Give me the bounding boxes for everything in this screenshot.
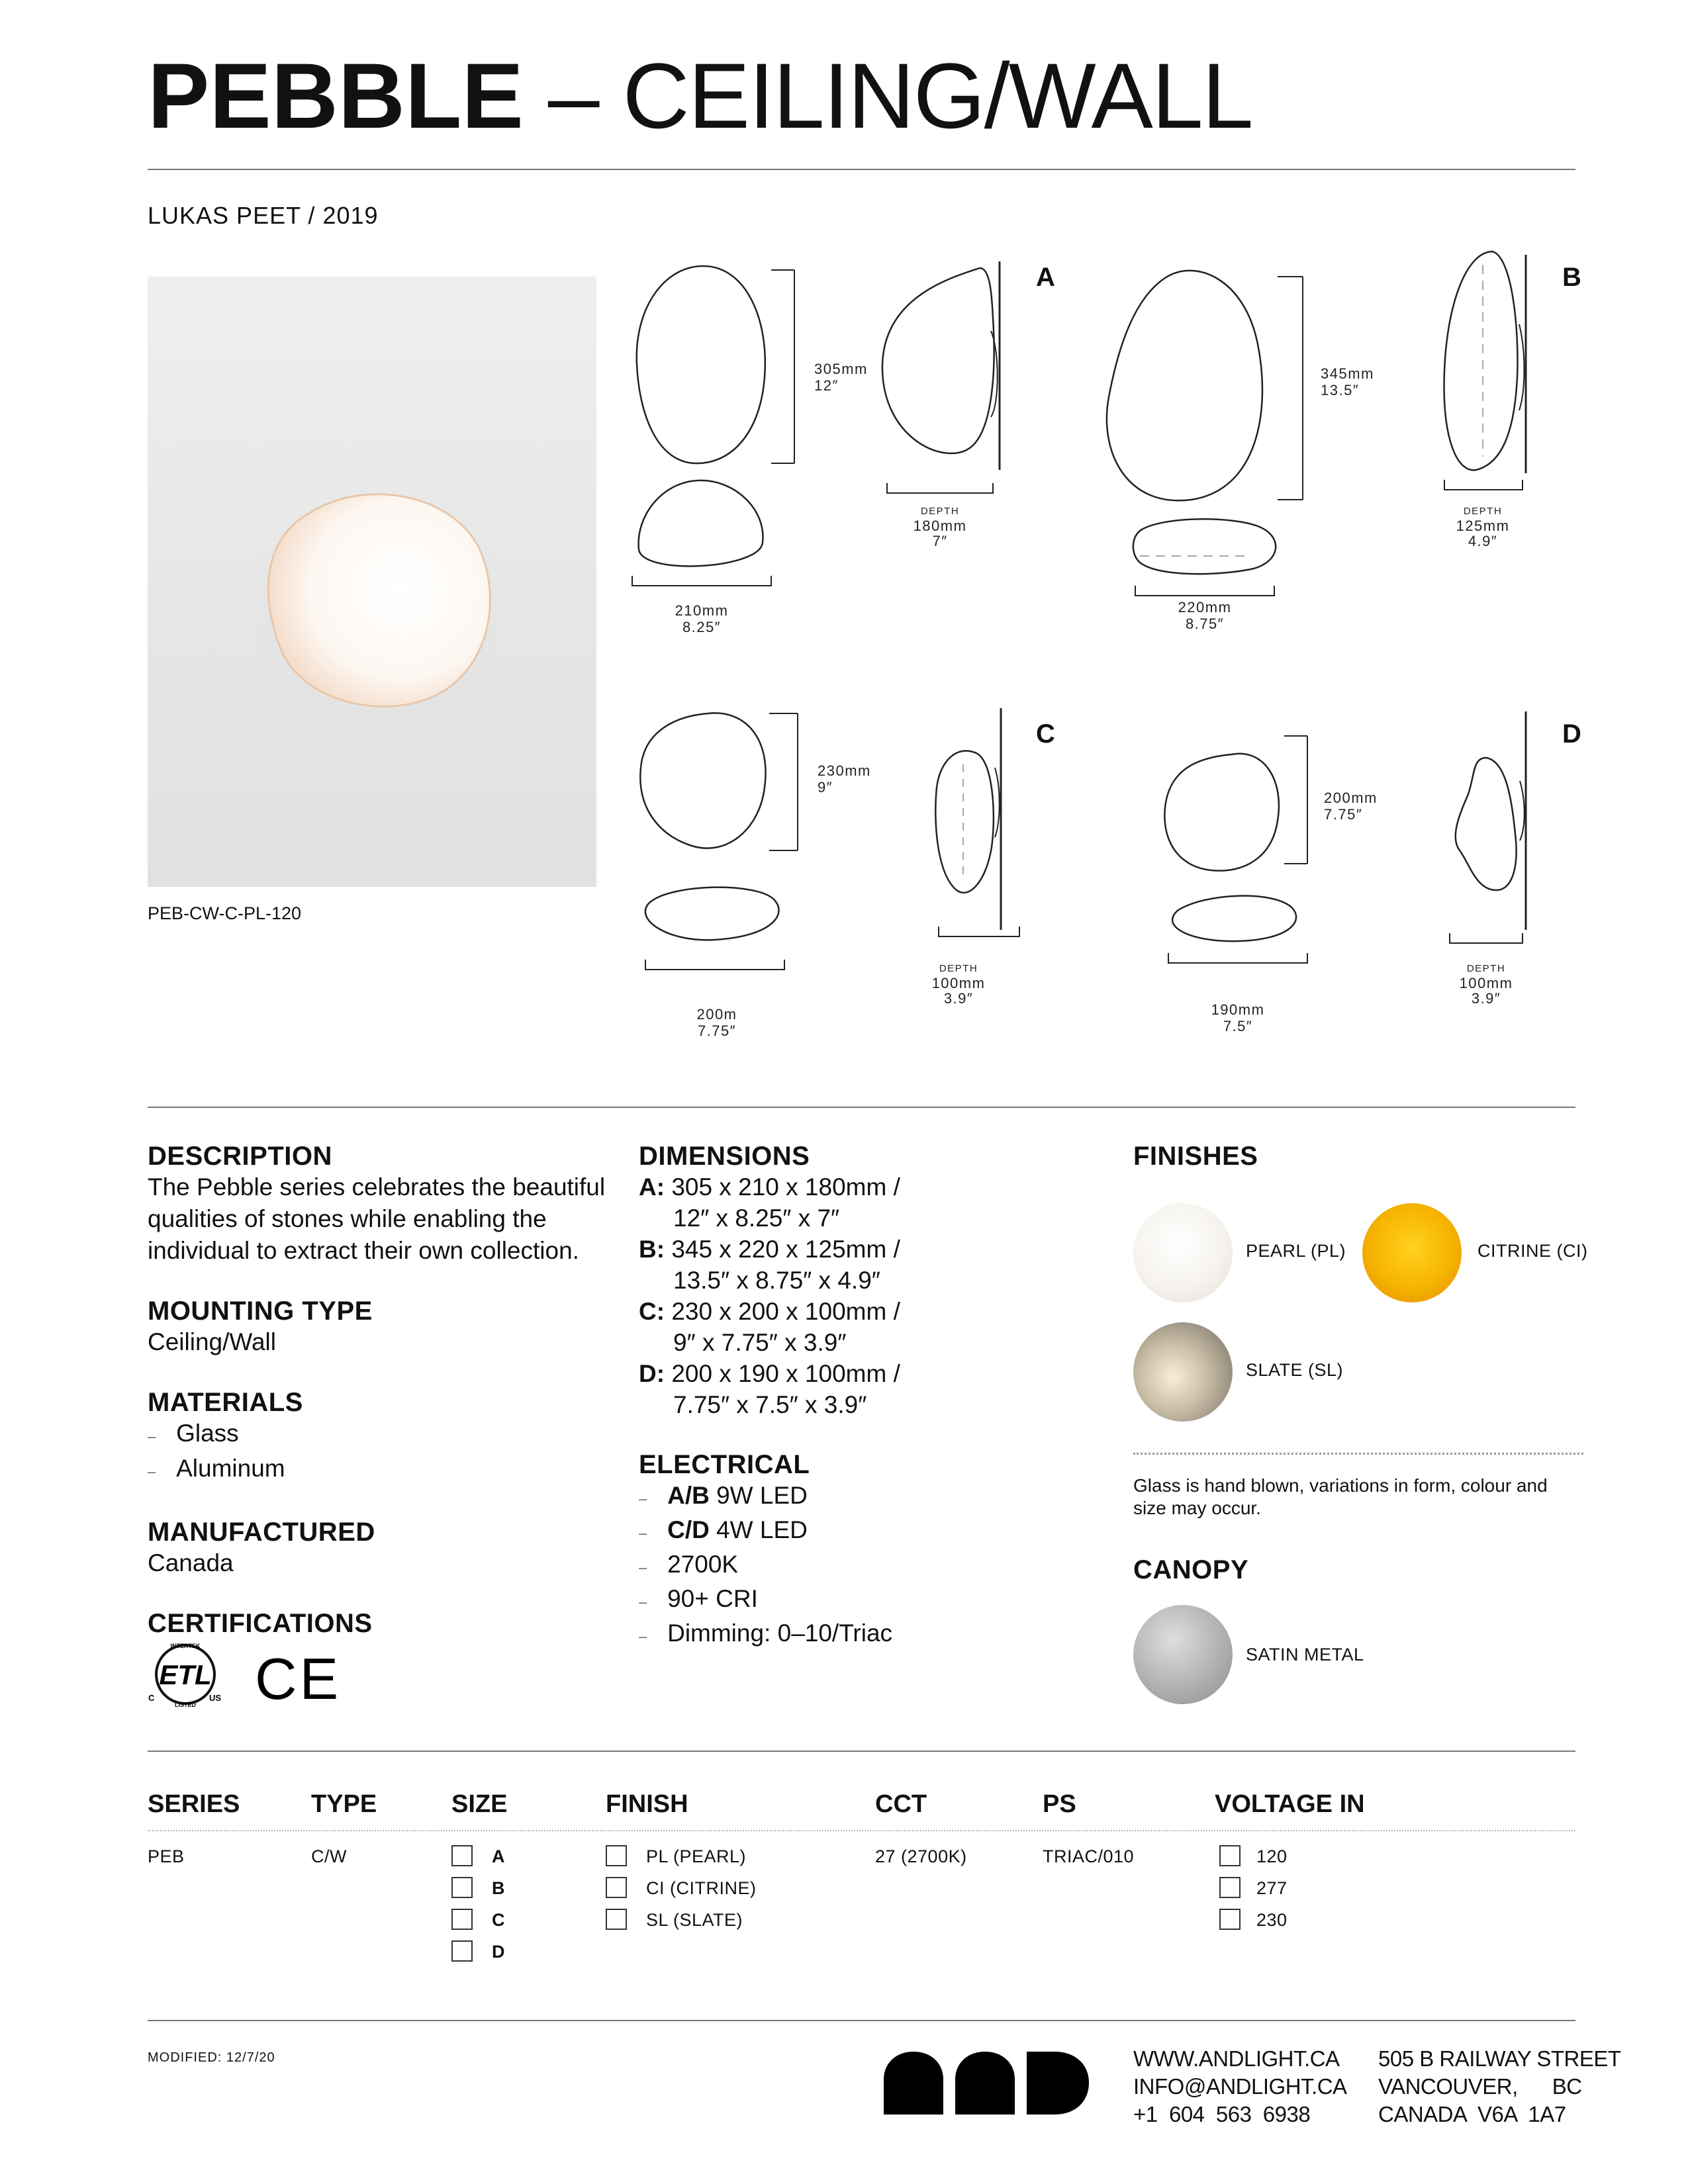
dimension-item: B: 345 x 220 x 125mm / — [639, 1236, 900, 1263]
b-height-mm: 345mm — [1321, 365, 1374, 382]
shape-b-front — [1107, 271, 1262, 500]
d-width-mm: 190mm — [1211, 1001, 1265, 1018]
col-header-voltage: VOLTAGE IN — [1215, 1790, 1365, 1818]
shape-d-top — [1172, 896, 1296, 942]
finish-note — [1133, 1475, 1548, 1520]
electrical-heading: ELECTRICAL — [639, 1450, 810, 1479]
b-width-in: 8.75″ — [1185, 615, 1225, 632]
finish-option-pl: PL (PEARL) — [646, 1846, 747, 1866]
d-depth-mm: 100mm — [1459, 975, 1513, 991]
manufactured-value: Canada — [148, 1549, 234, 1576]
specs-divider — [148, 1107, 1575, 1108]
ordering-header-rule — [148, 1830, 1575, 1831]
c-height-mm: 230mm — [818, 762, 871, 779]
canopy-heading: CANOPY — [1133, 1555, 1249, 1584]
a-width-mm: 210mm — [675, 602, 729, 619]
finishes-heading: FINISHES — [1133, 1142, 1258, 1171]
d-height-in: 7.75″ — [1324, 806, 1363, 823]
ps-value: TRIAC/010 — [1043, 1846, 1135, 1866]
size-checkbox-a[interactable] — [451, 1845, 473, 1866]
finish-checkbox-ci[interactable] — [606, 1877, 627, 1898]
footer-address-line: 505 B RAILWAY STREET — [1378, 2046, 1621, 2071]
footer-address-line: VANCOUVER, BC — [1378, 2074, 1582, 2099]
a-height-mm: 305mm — [814, 361, 868, 377]
header-divider — [148, 169, 1575, 170]
title-product: PEBBLE — [148, 44, 524, 148]
size-label-a: A — [492, 1846, 505, 1866]
ordering-divider — [148, 1751, 1575, 1752]
shape-d-front — [1164, 754, 1279, 871]
certifications-heading: CERTIFICATIONS — [148, 1609, 373, 1638]
left-specs — [148, 1142, 611, 1639]
middle-specs — [639, 1142, 1102, 1652]
finish-label-slate: SLATE (SL) — [1246, 1360, 1344, 1380]
dimension-item: D: 200 x 190 x 100mm / — [639, 1360, 900, 1387]
dim-d-width — [1168, 953, 1307, 963]
dim-c-depth — [939, 927, 1019, 936]
dim-a-height — [771, 270, 794, 463]
footer-contact — [1133, 2045, 1347, 2128]
col-header-series: SERIES — [148, 1790, 240, 1818]
finish-option-sl: SL (SLATE) — [646, 1910, 743, 1930]
b-height-in: 13.5″ — [1321, 382, 1360, 398]
voltage-option-120: 120 — [1256, 1846, 1288, 1866]
finishes-separator — [1133, 1453, 1583, 1455]
svg-text:ETL: ETL — [159, 1659, 212, 1690]
electrical-item: – 90+ CRI — [639, 1585, 758, 1612]
mounting-heading: MOUNTING TYPE — [148, 1297, 373, 1326]
c-width-in: 7.75″ — [697, 1023, 737, 1039]
certification-logos — [146, 1638, 351, 1714]
product-photo — [148, 277, 596, 887]
dim-b-depth — [1444, 480, 1523, 490]
dimension-item-cont: 12″ x 8.25″ x 7″ — [673, 1205, 840, 1232]
series-value: PEB — [148, 1846, 185, 1866]
variant-letter-a: A — [1036, 263, 1055, 292]
finish-swatch-citrine — [1362, 1203, 1462, 1302]
finish-note-line: size may occur. — [1133, 1498, 1261, 1518]
electrical-item: – 2700K — [639, 1551, 739, 1578]
modified-date: MODIFIED: 12/7/20 — [148, 2050, 275, 2065]
electrical-list — [639, 1480, 1102, 1652]
c-depth-in: 3.9″ — [943, 990, 974, 1007]
pebble-lamp-image — [148, 277, 596, 887]
d-width-in: 7.5″ — [1223, 1018, 1253, 1034]
shape-a-side — [882, 268, 994, 453]
col-header-finish: FINISH — [606, 1790, 688, 1818]
photo-caption: PEB-CW-C-PL-120 — [148, 903, 302, 923]
title-subtitle: – CEILING/WALL — [547, 44, 1252, 148]
dim-a-width — [632, 576, 771, 586]
dimension-item: C: 230 x 200 x 100mm / — [639, 1298, 900, 1325]
technical-drawings — [596, 238, 1589, 1085]
finish-label-pearl: PEARL (PL) — [1246, 1241, 1346, 1261]
dimension-item-cont: 9″ x 7.75″ x 3.9″ — [673, 1329, 847, 1356]
d-depth-label: DEPTH — [1466, 963, 1506, 974]
dimensions-list — [639, 1171, 1102, 1420]
dim-b-height — [1278, 277, 1303, 500]
footer-website[interactable]: WWW.ANDLIGHT.CA — [1133, 2046, 1340, 2071]
dim-c-width — [645, 960, 784, 970]
description-heading: DESCRIPTION — [148, 1142, 332, 1171]
canopy-c — [995, 768, 1000, 837]
variant-letter-d: D — [1562, 719, 1581, 749]
a-height-in: 12″ — [814, 377, 839, 394]
finish-checkbox-sl[interactable] — [606, 1909, 627, 1930]
canopy-b — [1519, 324, 1524, 410]
size-label-b: B — [492, 1878, 505, 1898]
material-item: – Aluminum — [148, 1455, 285, 1482]
svg-text:INTERTEK: INTERTEK — [170, 1643, 201, 1649]
footer-address-line: CANADA V6A 1A7 — [1378, 2102, 1566, 2126]
shape-c-top — [645, 887, 779, 940]
finish-label-citrine: CITRINE (CI) — [1477, 1241, 1588, 1261]
c-depth-label: DEPTH — [939, 963, 978, 974]
variant-letter-b: B — [1562, 263, 1581, 292]
size-label-d: D — [492, 1942, 505, 1962]
finish-checkbox-pl[interactable] — [606, 1845, 627, 1866]
voltage-checkbox-230[interactable] — [1219, 1909, 1241, 1930]
a-depth-in: 7″ — [932, 533, 948, 549]
footer-email[interactable]: INFO@ANDLIGHT.CA — [1133, 2074, 1347, 2099]
b-depth-in: 4.9″ — [1468, 533, 1498, 549]
dimension-item-cont: 7.75″ x 7.5″ x 3.9″ — [673, 1391, 867, 1418]
and-logo — [884, 2052, 1089, 2115]
description-line: individual to extract their own collection. — [148, 1237, 579, 1264]
svg-text:C: C — [148, 1693, 155, 1703]
a-width-in: 8.25″ — [682, 619, 722, 635]
voltage-checkbox-120[interactable] — [1219, 1845, 1241, 1866]
col-header-type: TYPE — [311, 1790, 377, 1818]
material-item: – Glass — [148, 1420, 239, 1447]
size-checkbox-b[interactable] — [451, 1877, 473, 1898]
shape-a-top — [639, 480, 763, 567]
shape-c-front — [640, 713, 765, 848]
finish-option-ci: CI (CITRINE) — [646, 1878, 757, 1898]
c-height-in: 9″ — [818, 779, 833, 796]
footer-divider — [148, 2020, 1575, 2021]
materials-heading: MATERIALS — [148, 1388, 303, 1417]
shape-c-side — [935, 751, 994, 893]
canopy-swatch-satin-metal — [1133, 1605, 1233, 1704]
col-header-ps: PS — [1043, 1790, 1076, 1818]
shape-a-front — [637, 266, 765, 463]
finish-note-line: Glass is hand blown, variations in form, colour and — [1133, 1475, 1548, 1496]
page-title — [148, 44, 1252, 148]
svg-text:CE: CE — [255, 1646, 342, 1711]
materials-list — [148, 1418, 611, 1488]
b-depth-mm: 125mm — [1456, 518, 1510, 534]
col-header-cct: CCT — [875, 1790, 927, 1818]
dim-a-depth — [887, 483, 993, 493]
designer-byline: LUKAS PEET / 2019 — [148, 202, 379, 229]
description-line: The Pebble series celebrates the beautiful — [148, 1173, 606, 1201]
d-height-mm: 200mm — [1324, 790, 1378, 806]
c-width-mm: 200m — [696, 1006, 737, 1023]
size-label-c: C — [492, 1910, 505, 1930]
finish-swatch-slate — [1133, 1322, 1233, 1422]
dim-d-depth — [1450, 933, 1523, 943]
dim-b-width — [1135, 586, 1274, 596]
variant-letter-c: C — [1036, 719, 1055, 749]
cct-value: 27 (2700K) — [875, 1846, 967, 1866]
electrical-item: – C/D 4W LED — [639, 1516, 808, 1543]
dimension-item-cont: 13.5″ x 8.75″ x 4.9″ — [673, 1267, 880, 1294]
ce-mark-icon — [255, 1646, 341, 1711]
canopy-label: SATIN METAL — [1246, 1645, 1364, 1664]
footer-phone: +1 604 563 6938 — [1133, 2102, 1311, 2126]
voltage-option-230: 230 — [1256, 1910, 1288, 1930]
description-line: qualities of stones while enabling the — [148, 1205, 547, 1232]
dim-c-height — [769, 713, 798, 850]
b-depth-label: DEPTH — [1463, 506, 1503, 517]
c-depth-mm: 100mm — [931, 975, 986, 991]
manufactured-heading: MANUFACTURED — [148, 1518, 375, 1547]
shape-b-top — [1133, 519, 1276, 574]
a-depth-label: DEPTH — [920, 506, 960, 517]
dimension-item: A: 305 x 210 x 180mm / — [639, 1173, 900, 1201]
finish-swatch-pearl — [1133, 1203, 1233, 1302]
type-value: C/W — [311, 1846, 347, 1866]
col-header-size: SIZE — [451, 1790, 508, 1818]
electrical-item: – A/B 9W LED — [639, 1482, 808, 1509]
electrical-item: – Dimming: 0–10/Triac — [639, 1619, 893, 1647]
size-checkbox-c[interactable] — [451, 1909, 473, 1930]
footer-address — [1378, 2045, 1621, 2128]
dimensions-heading: DIMENSIONS — [639, 1142, 810, 1171]
etl-listed-icon — [148, 1643, 221, 1708]
b-width-mm: 220mm — [1178, 599, 1232, 615]
voltage-checkbox-277[interactable] — [1219, 1877, 1241, 1898]
shape-b-side — [1444, 251, 1518, 470]
svg-text:US: US — [209, 1693, 222, 1703]
shape-d-side — [1456, 758, 1517, 890]
a-depth-mm: 180mm — [913, 518, 967, 534]
d-depth-in: 3.9″ — [1471, 990, 1501, 1007]
dim-d-height — [1284, 736, 1307, 864]
description-text — [148, 1171, 611, 1267]
voltage-option-277: 277 — [1256, 1878, 1288, 1898]
svg-text:LISTED: LISTED — [174, 1702, 197, 1708]
mounting-value: Ceiling/Wall — [148, 1328, 276, 1355]
size-checkbox-d[interactable] — [451, 1940, 473, 1962]
canopy-d — [1520, 781, 1524, 841]
